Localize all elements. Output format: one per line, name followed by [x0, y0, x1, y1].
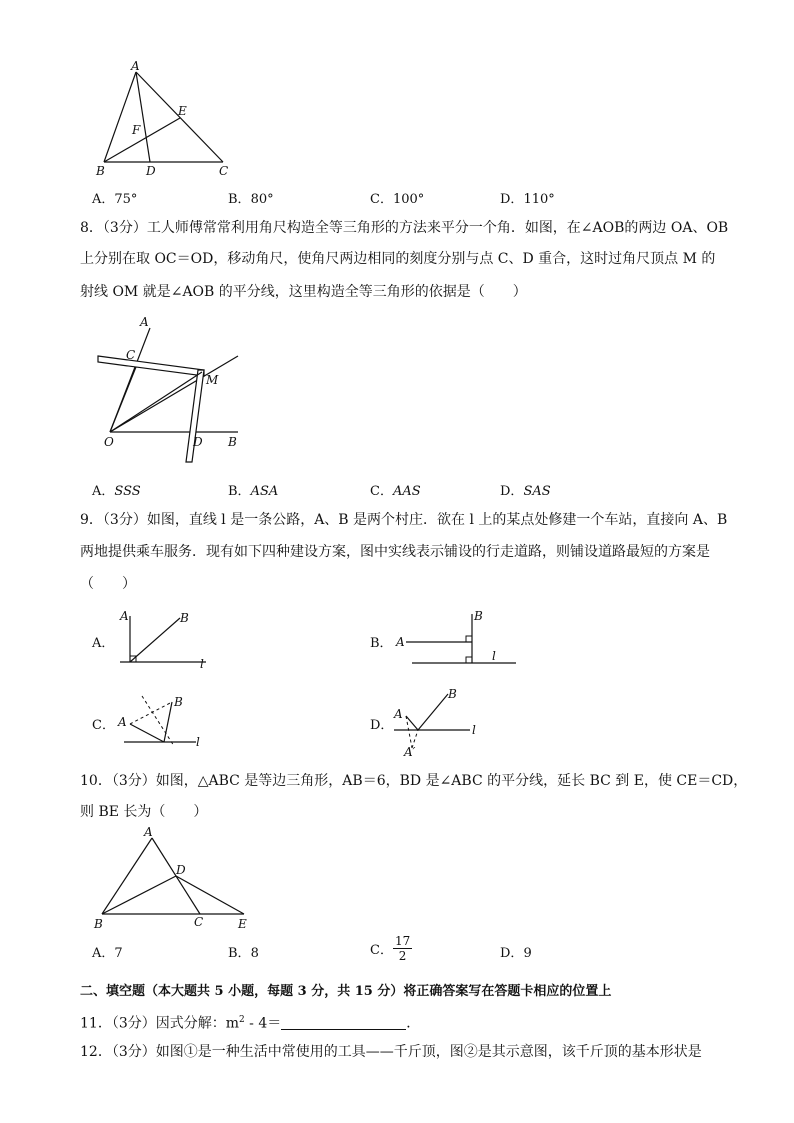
option-letter: B． [228, 484, 251, 499]
q10-line-2: 则 BE 长为（ ） [80, 804, 208, 820]
q8-line-1: 8．（3分）工人师傅常常利用角尺构造全等三角形的方法来平分一个角．如图，在∠AOB的两边 OA、OB [80, 220, 729, 236]
q10-option-a[interactable] [92, 942, 123, 961]
q8-figure [92, 312, 244, 467]
q11-answer-blank[interactable] [281, 1015, 406, 1030]
q9c-label-a: A [118, 715, 127, 729]
q8-seg-om2 [110, 372, 202, 432]
option-text: SAS [523, 484, 551, 499]
fraction [393, 934, 412, 963]
q11-prefix: 11．（3分）因式分解：m [80, 1015, 239, 1032]
q8-line-3: 射线 OM 就是∠AOB 的平分线，这里构造全等三角形的依据是（ ） [80, 284, 527, 300]
q8-option-b[interactable] [228, 480, 278, 499]
q12-line: 12．（3分）如图①是一种生活中常使用的工具——千斤顶，图②是其示意图，该千斤顶的基本形状是 [80, 1044, 702, 1060]
q10-option-b[interactable] [228, 942, 259, 961]
q7-label-b: B [96, 164, 105, 178]
q10-figure [92, 824, 252, 934]
q10-seg-de [176, 876, 244, 914]
q9d-dash [406, 716, 412, 748]
q9d-seg-b [418, 694, 448, 730]
fraction-numerator: 17 [394, 934, 411, 948]
q10-seg-bd [102, 876, 176, 914]
q9c-dash-2 [130, 702, 172, 724]
option-letter: C． [370, 484, 393, 499]
q7-seg-ad [136, 72, 150, 162]
q8-seg-oc-extra [110, 362, 138, 432]
q10-label-a: A [144, 825, 153, 839]
q9d-label-l: l [472, 723, 476, 737]
option-text: 75° [114, 192, 138, 207]
q8-line-2: 上分别在取 OC＝OD，移动角尺，使角尺两边相同的刻度分别与点 C、D 重合，这时过角尺顶点 M 的 [80, 251, 716, 267]
q9b-label-b: B [474, 609, 483, 623]
option-letter: A． [92, 484, 115, 499]
q9b-right-angle-2 [466, 657, 472, 663]
q7-option-b[interactable] [228, 188, 274, 207]
q11-mid: - 4＝ [244, 1015, 282, 1032]
option-letter: B． [228, 192, 251, 207]
q7-seg-ab [104, 72, 136, 162]
q9a-label-l: l [200, 657, 204, 671]
option-letter: B． [228, 946, 251, 961]
q7-figure [92, 58, 232, 180]
q9-figure-d [392, 686, 492, 759]
q9-option-c-letter[interactable]: C． [92, 718, 115, 733]
option-letter: D． [500, 484, 524, 499]
q9c-label-b: B [174, 695, 183, 709]
q7-label-e: E [178, 104, 187, 118]
option-text: 8 [250, 946, 259, 961]
q9d-label-b: B [448, 687, 457, 701]
q9b-label-a: A [396, 635, 405, 649]
q8-label-d: D [193, 435, 203, 449]
q11-line [80, 1010, 720, 1034]
option-text: 80° [250, 192, 274, 207]
q7-option-a[interactable] [92, 188, 137, 207]
q10-line-1: 10．（3分）如图，△ABC 是等边三角形，AB＝6，BD 是∠ABC 的平分线，延长 BC 到 E，使 CE＝CD， [80, 773, 748, 789]
q9-figure-b [394, 608, 518, 668]
q7-label-f: F [132, 123, 141, 137]
q9c-label-l: l [196, 735, 200, 749]
q8-label-a: A [140, 315, 149, 329]
q9c-seg-b [164, 702, 172, 742]
q9-line-2: 两地提供乘车服务．现有如下四种建设方案，图中实线表示铺设的行走道路，则铺设道路最短的方案是 [80, 544, 710, 560]
q7-seg-be [104, 118, 180, 162]
option-letter: A． [92, 946, 115, 961]
q9-option-d-letter[interactable]: D． [370, 718, 394, 733]
q7-label-a: A [131, 59, 140, 73]
option-text: 9 [523, 946, 532, 961]
q8-option-a[interactable] [92, 480, 141, 499]
q10-seg-ab [102, 838, 152, 914]
q9-figure-a [116, 606, 216, 671]
option-letter: C． [370, 192, 393, 207]
option-text: 100° [392, 192, 425, 207]
q9-line-3: （ ） [80, 576, 136, 592]
q9d-label-a: A [394, 707, 403, 721]
section-title-fill-in: 二、填空题（本大题共 5 小题，每题 3 分，共 15 分）将正确答案写在答题卡相应的位置上 [80, 984, 612, 999]
q7-option-c[interactable] [370, 188, 424, 207]
q8-square-arm-1 [98, 356, 204, 376]
q9a-label-b: B [180, 611, 189, 625]
q10-label-c: C [194, 915, 204, 929]
q10-option-c[interactable] [370, 934, 412, 963]
q8-option-d[interactable] [500, 480, 551, 499]
q8-label-o: O [104, 435, 114, 449]
option-letter: D． [500, 192, 524, 207]
q8-label-m: M [206, 373, 219, 387]
q10-option-d[interactable] [500, 942, 532, 961]
q9d-label-a-prime: A′ [404, 745, 416, 759]
q7-label-d: D [146, 164, 156, 178]
q8-option-c[interactable] [370, 480, 421, 499]
q7-label-c: C [219, 164, 229, 178]
q9b-label-l: l [492, 649, 496, 663]
option-letter: D． [500, 946, 524, 961]
q7-option-d[interactable] [500, 188, 555, 207]
q10-label-e: E [238, 917, 247, 931]
q9-line-1: 9．（3分）如图，直线 l 是一条公路，A、B 是两个村庄．欲在 l 上的某点处修建一个车站，直接向 A、B [80, 512, 728, 528]
option-letter: A． [92, 192, 115, 207]
q9a-label-a: A [120, 609, 129, 623]
q8-label-b: B [228, 435, 237, 449]
q8-label-c: C [126, 348, 136, 362]
option-text: 110° [523, 192, 555, 207]
option-letter: C． [370, 943, 393, 958]
q11-exponent: 2 [239, 1015, 245, 1025]
q9-option-b-letter[interactable]: B． [370, 636, 393, 651]
q9-figure-c [116, 690, 216, 748]
q11-suffix: ． [406, 1015, 421, 1032]
q9a-seg-b [130, 618, 180, 662]
q9b-right-angle-1 [466, 636, 472, 642]
option-text: AAS [392, 484, 421, 499]
fraction-denominator: 2 [398, 949, 407, 963]
q9-option-a-letter[interactable]: A． [92, 636, 115, 651]
q9c-seg-a [130, 724, 164, 742]
q10-label-d: D [176, 863, 186, 877]
option-text: ASA [250, 484, 279, 499]
option-text: 7 [114, 946, 123, 961]
option-text: SSS [114, 484, 141, 499]
q10-label-b: B [94, 917, 103, 931]
